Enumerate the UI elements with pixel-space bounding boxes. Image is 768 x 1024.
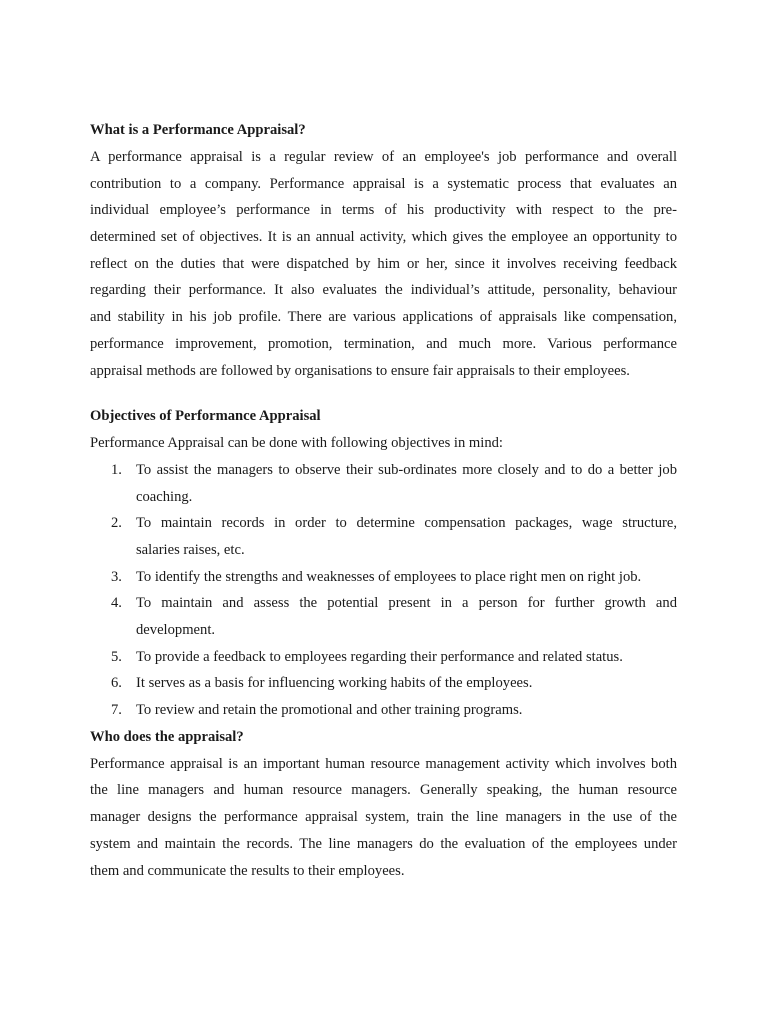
text-line: development.: [136, 622, 216, 638]
text-line: To review and retain the promotional and other training programs.: [136, 702, 523, 719]
text-line: and stability in his job profile. There are various applications of appraisals like compensation,: [90, 309, 677, 326]
text-line: It serves as a basis for influencing working habits of the employees.: [136, 675, 533, 692]
text-line: them and communicate the results to their employees.: [90, 862, 405, 879]
list-number: 1.: [111, 461, 122, 478]
heading-what-is: What is a Performance Appraisal?: [90, 122, 306, 138]
document-page: [90, 117, 677, 884]
list-number: 6.: [111, 675, 122, 692]
text-line: manager designs the performance appraisal system, train the line managers in the use of the: [90, 809, 677, 826]
list-number: 2.: [111, 515, 122, 532]
paragraph-what-is: [90, 144, 677, 384]
list-number: 7.: [111, 702, 122, 719]
list-item: [90, 644, 677, 671]
list-number: 5.: [111, 648, 122, 665]
text-line: A performance appraisal is a regular review of an employee's job performance and overall: [90, 149, 677, 165]
text-line: To assist the managers to observe their sub-ordinates more closely and to do a better job: [136, 461, 677, 478]
paragraph-who-does: [90, 751, 677, 884]
text-line: determined set of objectives. It is an annual activity, which gives the employee an opportunity to: [90, 229, 677, 246]
list-number: 3.: [111, 568, 122, 585]
text-line: To maintain and assess the potential present in a person for further growth and: [136, 595, 677, 612]
text-line: To maintain records in order to determine compensation packages, wage structure,: [136, 515, 677, 532]
text-line: performance improvement, promotion, termination, and much more. Various performance: [90, 335, 677, 352]
list-item: [90, 564, 677, 591]
text-line: Performance appraisal is an important human resource management activity which involves both: [90, 755, 677, 772]
list-item: [90, 670, 677, 697]
list-item: [90, 697, 677, 724]
list-number: 4.: [111, 595, 122, 612]
objectives-intro: Performance Appraisal can be done with following objectives in mind:: [90, 435, 503, 452]
text-line: contribution to a company. Performance appraisal is a systematic process that evaluates an: [90, 175, 677, 192]
text-line: regarding their performance. It also evaluates the individual’s attitude, personality, behaviour: [90, 282, 677, 299]
list-item: [90, 457, 677, 510]
text-line: To provide a feedback to employees regarding their performance and related status.: [136, 648, 623, 665]
heading-who-does: Who does the appraisal?: [90, 728, 244, 745]
text-line: individual employee’s performance in terms of his productivity with respect to the pre-: [90, 202, 677, 219]
text-line: appraisal methods are followed by organisations to ensure fair appraisals to their employees.: [90, 362, 630, 379]
text-line: reflect on the duties that were dispatched by him or her, since it involves receiving feedback: [90, 255, 677, 272]
objectives-list: [90, 457, 677, 724]
text-line: system and maintain the records. The line managers do the evaluation of the employees under: [90, 835, 677, 852]
list-item: [90, 510, 677, 563]
list-item: [90, 590, 677, 643]
text-line: salaries raises, etc.: [136, 541, 245, 558]
text-line: To identify the strengths and weaknesses of employees to place right men on right job.: [136, 568, 642, 585]
heading-objectives: Objectives of Performance Appraisal: [90, 408, 321, 425]
text-line: coaching.: [136, 488, 193, 505]
text-line: the line managers and human resource managers. Generally speaking, the human resource: [90, 782, 677, 799]
